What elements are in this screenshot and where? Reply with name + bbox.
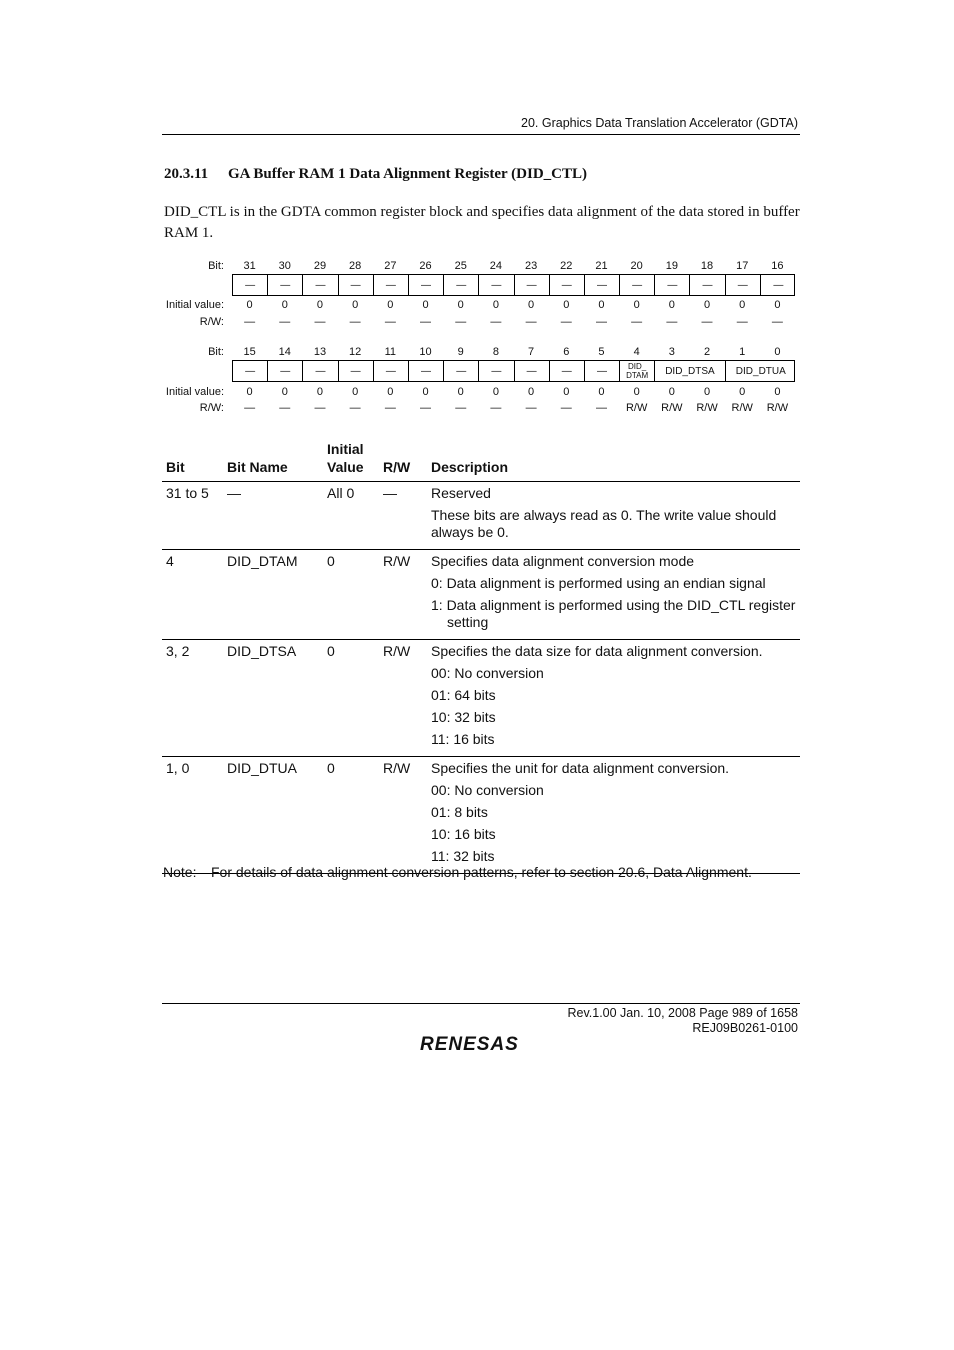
initial-value: 0 bbox=[633, 299, 640, 311]
bit-number: 5 bbox=[598, 346, 605, 358]
description-line: These bits are always read as 0. The write value should always be 0. bbox=[431, 507, 777, 540]
initial-value: 0 bbox=[457, 299, 464, 311]
bit-number: 23 bbox=[524, 260, 538, 272]
rw-label-lower: R/W: bbox=[199, 402, 224, 414]
description-line: 11: 16 bits bbox=[431, 731, 495, 747]
rw-value: — bbox=[384, 316, 396, 328]
cell-initial: 0 bbox=[323, 757, 379, 874]
register-field-cell: DID_ DTAM bbox=[620, 361, 655, 381]
cell-initial: 0 bbox=[323, 640, 379, 757]
initial-value: 0 bbox=[598, 386, 605, 398]
bit-number: 16 bbox=[771, 260, 784, 272]
rw-value: — bbox=[595, 402, 607, 414]
bit-number: 30 bbox=[278, 260, 291, 272]
rw-value: — bbox=[455, 402, 467, 414]
initial-value: 0 bbox=[563, 386, 570, 398]
cell-rw: — bbox=[379, 482, 427, 550]
footer-revision: Rev.1.00 Jan. 10, 2008 Page 989 of 1658 bbox=[567, 1006, 798, 1020]
table-row bbox=[162, 550, 800, 640]
initial-value: 0 bbox=[668, 299, 675, 311]
footer-rule bbox=[162, 1003, 800, 1004]
table-header-row bbox=[162, 438, 800, 482]
register-field-cell: — bbox=[339, 361, 374, 381]
register-field-cell: — bbox=[620, 275, 655, 295]
col-rw: R/W bbox=[379, 438, 427, 482]
description-line: Specifies data alignment conversion mode bbox=[431, 553, 695, 569]
cell-name: DID_DTAM bbox=[223, 550, 323, 640]
cell-name: DID_DTSA bbox=[223, 640, 323, 757]
col-initial-value: Initial Value bbox=[323, 438, 379, 482]
bit-number: 3 bbox=[668, 346, 675, 358]
bit-number: 0 bbox=[774, 346, 781, 358]
table-row bbox=[162, 482, 800, 550]
description-line: 01: 8 bits bbox=[431, 804, 488, 820]
register-field-cell: — bbox=[585, 361, 620, 381]
initial-value: 0 bbox=[563, 299, 570, 311]
description-line: 10: 16 bits bbox=[431, 826, 496, 842]
bit-number: 26 bbox=[419, 260, 432, 272]
initial-value: 0 bbox=[739, 299, 746, 311]
register-field-cell: — bbox=[444, 275, 479, 295]
upper-rw-values bbox=[232, 316, 795, 328]
rw-value: R/W bbox=[661, 402, 683, 414]
initial-value: 0 bbox=[703, 386, 711, 398]
bit-number: 20 bbox=[630, 260, 643, 272]
renesas-logo: RENESAS bbox=[420, 1034, 519, 1055]
initial-label-upper: Initial value: bbox=[165, 299, 224, 311]
description-line: 00: No conversion bbox=[431, 665, 544, 681]
header-rule bbox=[162, 134, 800, 135]
initial-value: 0 bbox=[774, 386, 781, 398]
section-title bbox=[164, 166, 587, 183]
description-line: Reserved bbox=[431, 485, 491, 501]
cell-bit: 4 bbox=[162, 550, 223, 640]
rw-value: — bbox=[771, 316, 783, 328]
rw-value: — bbox=[525, 402, 537, 414]
register-field-cell: DID_DTUA bbox=[735, 365, 786, 377]
register-field-cell: — bbox=[479, 361, 514, 381]
cell-bit: 31 to 5 bbox=[162, 482, 223, 550]
rw-label-upper: R/W: bbox=[199, 316, 224, 328]
rw-value: — bbox=[420, 316, 432, 328]
bit-number: 2 bbox=[703, 346, 711, 358]
register-field-cell: — bbox=[444, 361, 479, 381]
rw-value: — bbox=[525, 316, 537, 328]
bit-number: 25 bbox=[454, 260, 467, 272]
upper-initial-values bbox=[232, 299, 795, 311]
footer-doc-number: REJ09B0261-0100 bbox=[692, 1021, 798, 1035]
rw-value: — bbox=[701, 316, 713, 328]
description-line: 10: 32 bits bbox=[431, 709, 496, 725]
rw-value: — bbox=[244, 316, 256, 328]
rw-value: — bbox=[560, 402, 572, 414]
bit-number: 17 bbox=[736, 260, 749, 272]
register-field-cell: — bbox=[339, 275, 374, 295]
cell-bit: 3, 2 bbox=[162, 640, 223, 757]
description-line: 0: Data alignment is performed using an endian signal bbox=[431, 575, 766, 591]
initial-value: 0 bbox=[703, 299, 711, 311]
register-field-cell: — bbox=[515, 361, 550, 381]
register-field-cell: — bbox=[233, 275, 268, 295]
bit-label-upper: Bit: bbox=[208, 260, 224, 272]
bit-number: 13 bbox=[313, 346, 327, 358]
rw-value: R/W bbox=[731, 402, 753, 414]
description-line: 00: No conversion bbox=[431, 782, 544, 798]
note-label: Note: bbox=[163, 864, 197, 880]
description-line: Specifies the data size for data alignment conversion. bbox=[431, 643, 763, 659]
register-field-cell: — bbox=[479, 275, 514, 295]
register-field-cell: — bbox=[374, 361, 409, 381]
description-line: 01: 64 bits bbox=[431, 687, 496, 703]
description-line: Specifies the unit for data alignment conversion. bbox=[431, 760, 730, 776]
table-note bbox=[163, 864, 752, 880]
cell-name: DID_DTUA bbox=[223, 757, 323, 874]
cell-name: — bbox=[223, 482, 323, 550]
rw-value: — bbox=[490, 402, 502, 414]
bit-number: 8 bbox=[492, 346, 499, 358]
rw-value: — bbox=[384, 402, 396, 414]
table-row bbox=[162, 640, 800, 757]
initial-value: 0 bbox=[457, 386, 464, 398]
cell-description bbox=[427, 757, 800, 874]
upper-bit-numbers bbox=[232, 260, 795, 272]
section-intro: DID_CTL is in the GDTA common register block and specifies data alignment of the data stored in buffer RAM 1. bbox=[164, 204, 800, 241]
rw-value: — bbox=[420, 402, 432, 414]
rw-value: — bbox=[314, 316, 326, 328]
register-field-cell: — bbox=[585, 275, 620, 295]
register-field-cell: — bbox=[268, 275, 303, 295]
register-field-cell: — bbox=[655, 275, 690, 295]
bit-number: 10 bbox=[419, 346, 432, 358]
note-text: For details of data alignment conversion patterns, refer to section 20.6, Data Alignment. bbox=[211, 864, 752, 880]
rw-value: — bbox=[560, 316, 572, 328]
initial-value: 0 bbox=[492, 299, 499, 311]
bit-number: 28 bbox=[349, 260, 362, 272]
bit-number: 31 bbox=[243, 260, 256, 272]
register-field-cell: — bbox=[773, 279, 784, 291]
description-line: 11: 32 bits bbox=[431, 848, 495, 864]
initial-value: 0 bbox=[528, 386, 535, 398]
register-field-cell: — bbox=[550, 361, 585, 381]
register-field-cell: DID_DTSA bbox=[655, 361, 725, 381]
register-field-cell: — bbox=[409, 361, 444, 381]
lower-rw-values bbox=[232, 402, 795, 414]
rw-value: R/W bbox=[696, 402, 718, 414]
col-bit: Bit bbox=[162, 438, 223, 482]
col-description: Description bbox=[427, 438, 800, 482]
cell-initial: 0 bbox=[323, 550, 379, 640]
initial-label-lower: Initial value: bbox=[165, 386, 224, 398]
bit-label-lower: Bit: bbox=[208, 346, 224, 358]
bit-number: 24 bbox=[489, 260, 503, 272]
rw-value: — bbox=[349, 316, 361, 328]
section-number: 20.3.11 bbox=[164, 166, 209, 182]
bit-number: 14 bbox=[278, 346, 291, 358]
initial-value: 0 bbox=[528, 299, 535, 311]
bit-number: 21 bbox=[595, 260, 608, 272]
bit-number: 4 bbox=[633, 346, 640, 358]
initial-value: 0 bbox=[316, 386, 324, 398]
rw-value: — bbox=[314, 402, 326, 414]
register-field-cell: — bbox=[690, 275, 725, 295]
cell-initial: All 0 bbox=[323, 482, 379, 550]
register-field-cell: — bbox=[409, 275, 444, 295]
bit-number: 15 bbox=[243, 346, 256, 358]
cell-description bbox=[427, 640, 800, 757]
lower-initial-values bbox=[232, 386, 795, 398]
initial-value: 0 bbox=[246, 299, 253, 311]
rw-value: — bbox=[736, 316, 748, 328]
initial-value: 0 bbox=[387, 386, 394, 398]
lower-register-cells bbox=[232, 360, 795, 382]
register-field-cell: — bbox=[303, 275, 338, 295]
register-field-cell: — bbox=[515, 275, 550, 295]
register-field-cell: — bbox=[233, 361, 268, 381]
rw-value: — bbox=[595, 316, 607, 328]
initial-value: 0 bbox=[492, 386, 499, 398]
initial-value: 0 bbox=[352, 386, 359, 398]
bit-description-table bbox=[162, 438, 800, 874]
initial-value: 0 bbox=[668, 386, 675, 398]
cell-rw: R/W bbox=[379, 757, 427, 874]
cell-rw: R/W bbox=[379, 550, 427, 640]
rw-value: R/W bbox=[766, 402, 789, 414]
bit-number: 12 bbox=[349, 346, 362, 358]
register-field-cell: — bbox=[303, 361, 338, 381]
bit-number: 19 bbox=[665, 260, 678, 272]
rw-value: R/W bbox=[625, 402, 648, 414]
rw-value: — bbox=[490, 316, 502, 328]
initial-value: 0 bbox=[316, 299, 324, 311]
initial-value: 0 bbox=[422, 299, 429, 311]
bit-number: 27 bbox=[384, 260, 397, 272]
description-line: 1: Data alignment is performed using the DID_CTL register setting bbox=[431, 597, 796, 630]
register-field-cell: — bbox=[268, 361, 303, 381]
rw-value: — bbox=[631, 316, 643, 328]
initial-value: 0 bbox=[739, 386, 746, 398]
initial-value: 0 bbox=[598, 299, 605, 311]
section-title-text: GA Buffer RAM 1 Data Alignment Register (DID_CTL) bbox=[228, 166, 587, 182]
cell-bit: 1, 0 bbox=[162, 757, 223, 874]
bit-number: 1 bbox=[739, 346, 746, 358]
rw-value: — bbox=[666, 316, 678, 328]
rw-value: — bbox=[279, 316, 291, 328]
lower-bit-numbers bbox=[232, 346, 795, 358]
bit-number: 22 bbox=[560, 260, 573, 272]
rw-value: — bbox=[279, 402, 291, 414]
initial-value: 0 bbox=[422, 386, 429, 398]
initial-value: 0 bbox=[281, 386, 288, 398]
bit-number: 11 bbox=[384, 346, 397, 358]
register-field-cell: — bbox=[374, 275, 409, 295]
cell-description bbox=[427, 482, 800, 550]
table-row bbox=[162, 757, 800, 874]
bit-number: 9 bbox=[457, 346, 464, 358]
rw-value: — bbox=[349, 402, 361, 414]
upper-register-cells bbox=[232, 274, 795, 296]
cell-description bbox=[427, 550, 800, 640]
col-bit-name: Bit Name bbox=[223, 438, 323, 482]
bit-number: 29 bbox=[313, 260, 327, 272]
initial-value: 0 bbox=[774, 299, 781, 311]
register-field-cell: — bbox=[550, 275, 585, 295]
bit-number: 18 bbox=[700, 260, 714, 272]
cell-rw: R/W bbox=[379, 640, 427, 757]
bit-number: 6 bbox=[563, 346, 570, 358]
initial-value: 0 bbox=[281, 299, 288, 311]
register-field-cell: — bbox=[726, 275, 761, 295]
initial-value: 0 bbox=[633, 386, 640, 398]
rw-value: — bbox=[244, 402, 256, 414]
bit-number: 7 bbox=[528, 346, 535, 358]
initial-value: 0 bbox=[246, 386, 253, 398]
chapter-header: 20. Graphics Data Translation Accelerator (GDTA) bbox=[521, 116, 798, 130]
rw-value: — bbox=[455, 316, 467, 328]
initial-value: 0 bbox=[387, 299, 394, 311]
initial-value: 0 bbox=[352, 299, 359, 311]
